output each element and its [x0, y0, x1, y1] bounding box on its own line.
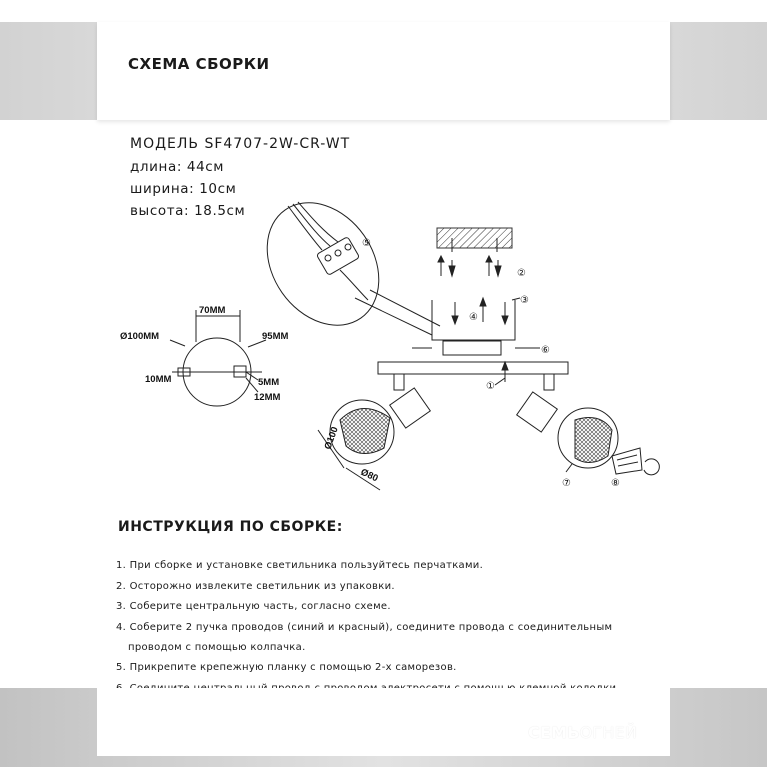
dim-10mm: 10MM	[145, 374, 172, 385]
callout-5: ⑤	[362, 238, 371, 249]
callout-2: ②	[517, 268, 526, 279]
instruction-step	[116, 618, 676, 659]
page-title: СХЕМА СБОРКИ	[128, 55, 270, 73]
right-lamp	[517, 392, 660, 475]
callout-8: ⑧	[611, 478, 620, 489]
length-spec: длина: 44см	[130, 159, 225, 175]
brand-logo-bold: СЕМЬ	[528, 723, 580, 742]
dim-shade-100: Ø100	[322, 425, 341, 452]
brand-logo	[528, 723, 637, 742]
dim-70mm: 70MM	[199, 305, 226, 316]
width-spec: ширина: 10см	[130, 181, 237, 197]
fixture-bar	[378, 362, 568, 390]
ceiling-mount	[437, 228, 512, 252]
instruction-step: 3. Соберите центральную часть, согласно схеме.	[116, 601, 391, 612]
height-spec: высота: 18.5см	[130, 203, 246, 219]
instruction-step: 5. Прикрепите крепежную планку с помощью 2-х саморезов.	[116, 662, 457, 673]
callout-4: ④	[469, 312, 478, 323]
instruction-step-text: 4. Соберите 2 пучка проводов (синий и красный), соедините провода с соединительным	[116, 621, 613, 633]
dim-5mm: 5MM	[258, 377, 280, 388]
callout-6: ⑥	[541, 345, 550, 356]
callout-1: ①	[486, 381, 495, 392]
canopy-side-view	[170, 310, 266, 406]
wiring-detail	[244, 181, 440, 346]
mounting-bracket	[412, 300, 535, 355]
model-spec: МОДЕЛЬ SF4707-2W-CR-WT	[130, 136, 351, 152]
callout-3: ③	[520, 295, 529, 306]
instructions-list	[116, 556, 676, 699]
footer-card	[97, 688, 670, 756]
instructions-title: ИНСТРУКЦИЯ ПО СБОРКЕ:	[118, 519, 343, 535]
instruction-step: 1. При сборке и установке светильника пользуйтесь перчатками.	[116, 560, 484, 571]
dim-100mm: Ø100MM	[120, 331, 160, 342]
callout-7: ⑦	[562, 478, 571, 489]
dim-95mm: 95MM	[262, 331, 289, 342]
dim-shade-80: Ø80	[358, 466, 380, 485]
dim-12mm: 12MM	[254, 392, 281, 403]
callouts	[495, 298, 572, 472]
brand-logo-light: ОГНЕЙ	[579, 723, 638, 742]
instruction-step-continuation: проводом с помощью колпачка.	[128, 642, 306, 653]
instruction-step: 2. Осторожно извлеките светильник из упаковки.	[116, 580, 395, 592]
